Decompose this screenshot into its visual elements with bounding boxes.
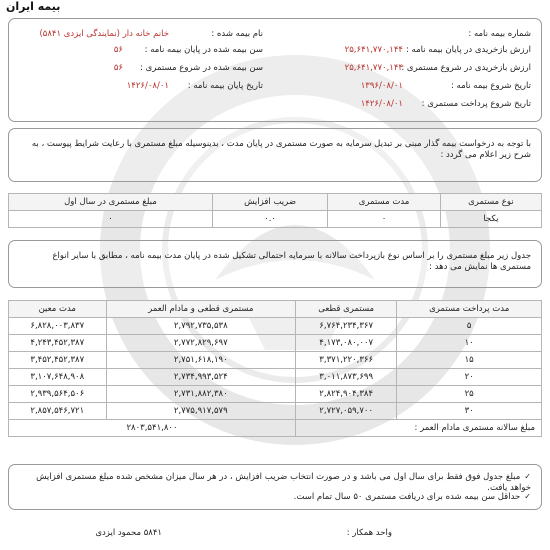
pension-cell: ۶,۸۲۸,۰۰۳,۸۳۷	[9, 318, 107, 335]
summary-cell-duration: ۰	[328, 211, 441, 228]
intro-box	[8, 128, 542, 182]
pension-cell: ۳,۴۵۲,۴۵۲,۳۸۷	[9, 352, 107, 369]
pension-start-label: تاریخ شروع پرداخت مستمری :	[421, 99, 531, 109]
value-end-value: ۲۵,۶۴۱,۷۷۰,۱۴۴	[344, 45, 403, 55]
pension-cell: ۳,۱۰۷,۶۴۸,۹۰۸	[9, 369, 107, 386]
lifetime-value: ۲۸۰۳,۵۴۱,۸۰۰	[9, 420, 296, 437]
pension-cell: ۲,۷۵۱,۶۱۸,۱۹۰	[106, 352, 295, 369]
unit-label: واحد همکار :	[346, 528, 392, 538]
table-row	[9, 386, 542, 403]
lifetime-label: مبلغ سالانه مستمری مادام العمر :	[296, 420, 542, 437]
value-end-label: ارزش بازخریدی در پایان بیمه نامه :	[405, 45, 531, 55]
summary-cell-increase: ۰.۰	[212, 211, 327, 228]
summary-table-row	[9, 211, 542, 228]
pension-cell: ۲۵	[397, 386, 542, 403]
note-text: مبلغ جدول فوق فقط برای سال اول می باشد و در صورت انتخاب ضریب افزایش ، در هر سال میزان مشخص شده مبلغ مستمری افزایش خواهد یافت.	[36, 472, 531, 493]
summary-header-type: نوع مستمری	[440, 194, 541, 211]
value-start-label: ارزش بازخریدی در شروع مستمری :	[401, 63, 531, 73]
table-row	[9, 403, 542, 420]
summary-header-duration: مدت مستمری	[328, 194, 441, 211]
summary-header-increase: ضریب افزایش	[212, 194, 327, 211]
age-start-value: ۵۶	[113, 63, 123, 73]
start-date-label: تاریخ شروع بیمه نامه :	[450, 81, 531, 91]
summary-table-header	[9, 194, 542, 211]
pension-cell: ۱۵	[397, 352, 542, 369]
pension-cell: ۵	[397, 318, 542, 335]
pension-table-header	[9, 301, 542, 318]
pension-header-period: مدت پرداخت مستمری	[397, 301, 542, 318]
table-row	[9, 318, 542, 335]
pension-cell: ۲,۷۲۷,۰۵۹,۷۰۰	[296, 403, 397, 420]
age-start-label: سن بیمه شده در شروع مستمری :	[140, 63, 263, 73]
pension-cell: ۳,۳۷۱,۲۲۰,۳۶۶	[296, 352, 397, 369]
pension-header-certain-lifetime: مستمری قطعی و مادام العمر	[106, 301, 295, 318]
table-row	[9, 369, 542, 386]
intro-paragraph: با توجه به درخواست بیمه گذار مبنی بر تبدیل سرمایه به صورت مستمری در پایان مدت ، بدینوسیله مبلغ مستمری با رعایت شرایط پیوست ، به شرح زیر اعلام می گردد :	[31, 139, 531, 160]
pension-cell: ۳۰	[397, 403, 542, 420]
table-row	[9, 352, 542, 369]
summary-header-amount: مبلغ مستمری در سال اول	[9, 194, 213, 211]
pension-header-certain: مستمری قطعی	[296, 301, 397, 318]
pension-cell: ۳,۰۱۱,۸۷۳,۶۹۹	[296, 369, 397, 386]
middle-paragraph: جدول زیر مبلغ مستمری را بر اساس نوع بازپرداخت سالانه با سرمایه احتمالی تشکیل شده در پایان مدت بیمه نامه ، مطابق با سایر انواع مستمری ها نمایش می دهد :	[52, 251, 531, 272]
pension-cell: ۲۰	[397, 369, 542, 386]
pension-cell: ۴,۱۷۳,۰۸۰,۰۰۷	[296, 335, 397, 352]
pension-cell: ۴,۲۴۳,۴۵۲,۳۸۷	[9, 335, 107, 352]
lifetime-row	[9, 420, 542, 437]
unit-value: ۵۸۴۱ محمود ایزدی	[95, 528, 162, 538]
end-date-label: تاریخ پایان بیمه نامه :	[187, 81, 263, 91]
insured-value: خانم خانه دار (نمایندگی ایزدی ۵۸۴۱)	[39, 29, 169, 39]
pension-cell: ۲,۹۳۹,۵۶۴,۵۰۶	[9, 386, 107, 403]
pension-cell: ۲,۸۵۷,۵۴۶,۷۲۱	[9, 403, 107, 420]
pension-table	[8, 300, 542, 437]
pension-cell: ۲,۸۲۴,۹۰۴,۳۸۴	[296, 386, 397, 403]
table-row	[9, 335, 542, 352]
start-date-value: ۱۳۹۶/۰۸/۰۱	[360, 81, 403, 91]
pension-cell: ۲,۷۷۵,۹۱۷,۵۷۹	[106, 403, 295, 420]
pension-cell: ۲,۷۷۲,۸۲۹,۶۹۷	[106, 335, 295, 352]
policy-number-label: شماره بیمه نامه :	[468, 29, 531, 39]
age-end-label: سن بیمه شده در پایان بیمه نامه :	[144, 45, 263, 55]
note-text: حداقل سن بیمه شده برای دریافت مستمری ۵۰ سال تمام است.	[293, 492, 521, 502]
summary-cell-amount: ۰	[9, 211, 213, 228]
note-item	[19, 491, 531, 503]
pension-cell: ۱۰	[397, 335, 542, 352]
policy-info-box	[8, 18, 542, 122]
summary-table	[8, 193, 542, 228]
pension-cell: ۶,۷۶۴,۲۳۴,۳۶۷	[296, 318, 397, 335]
notes-box	[8, 464, 542, 510]
end-date-value: ۱۴۲۶/۰۸/۰۱	[126, 81, 169, 91]
brand-logo-text: بیمه ایران	[6, 0, 61, 13]
pension-header-fixed-term: مدت معین	[9, 301, 107, 318]
insured-label: نام بیمه شده :	[211, 29, 263, 39]
pension-cell: ۲,۷۹۲,۷۳۵,۵۳۸	[106, 318, 295, 335]
pension-cell: ۲,۷۳۴,۹۹۳,۵۲۴	[106, 369, 295, 386]
pension-start-value: ۱۴۲۶/۰۸/۰۱	[360, 99, 403, 109]
value-start-value: ۲۵,۶۴۱,۷۷۰,۱۴۴	[344, 63, 403, 73]
summary-cell-type: یکجا	[440, 211, 541, 228]
middle-text-box	[8, 240, 542, 288]
checkmark-bullet-icon: ✓	[524, 492, 531, 501]
checkmark-bullet-icon: ✓	[524, 472, 531, 481]
pension-cell: ۲,۷۳۱,۸۸۲,۳۸۰	[106, 386, 295, 403]
age-end-value: ۵۶	[113, 45, 123, 55]
